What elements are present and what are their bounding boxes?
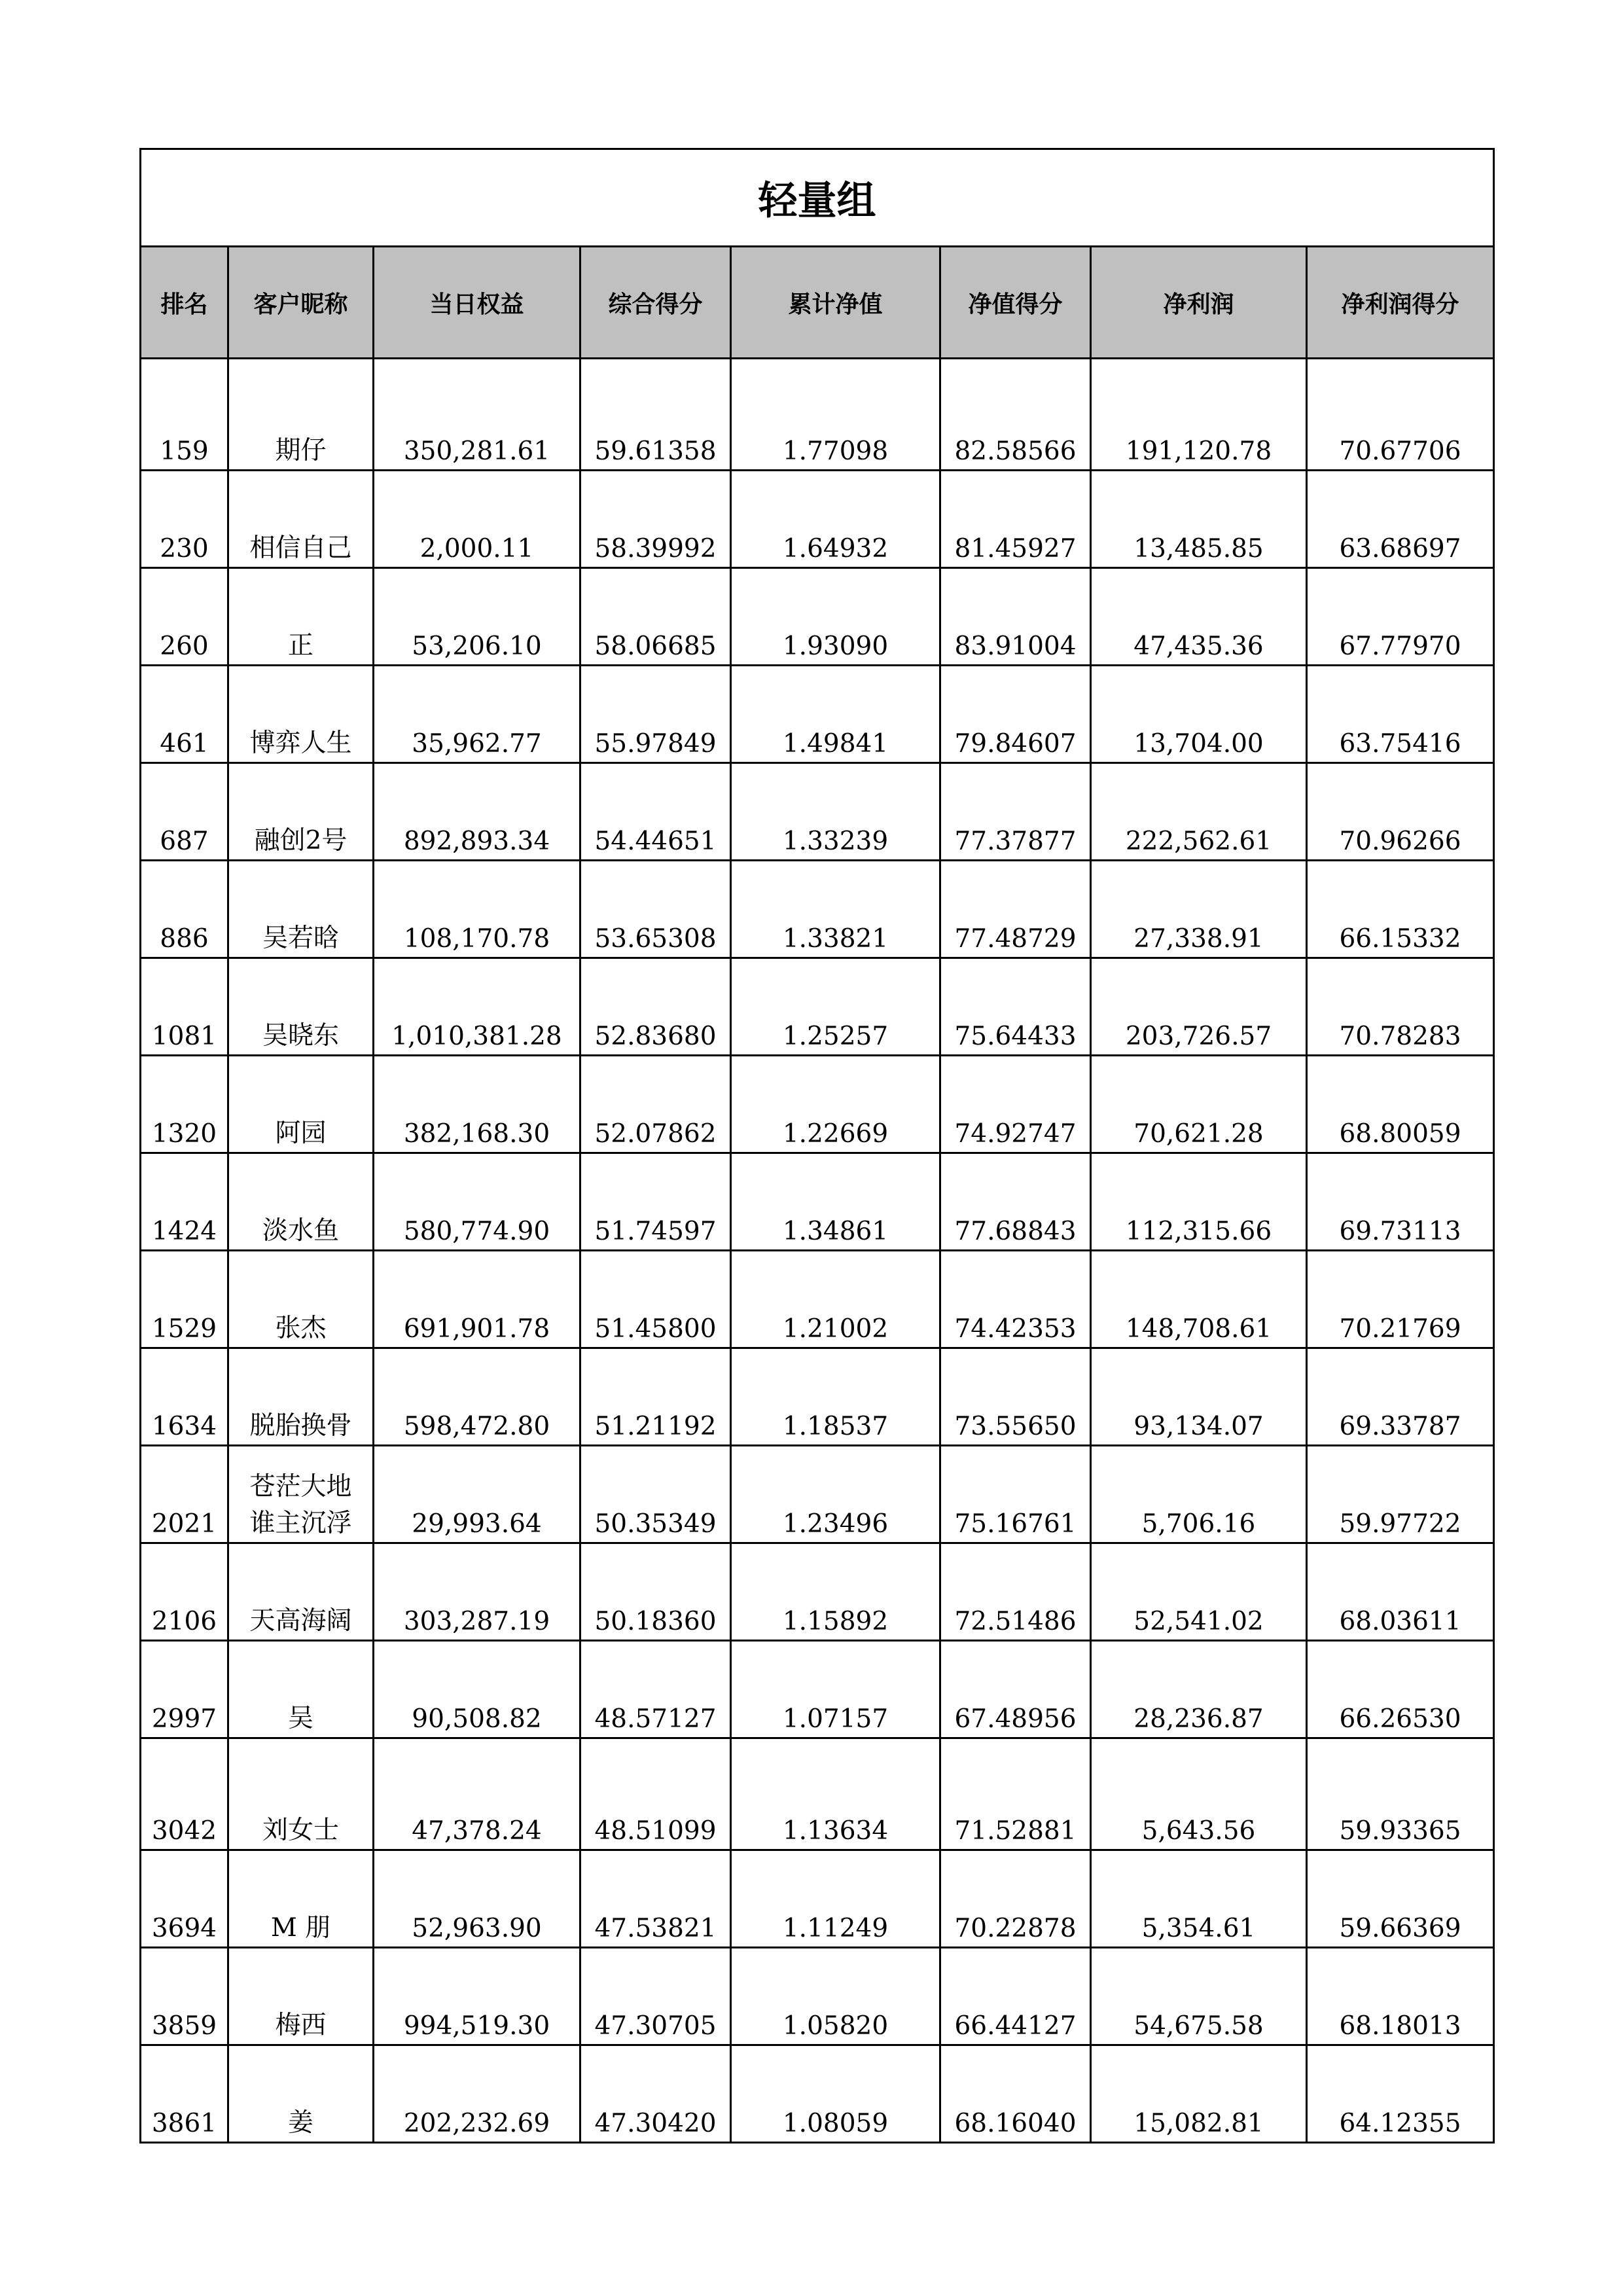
nickname-line: 梅西 xyxy=(275,2011,327,2040)
equity-cell: 35,962.77 xyxy=(374,666,580,763)
total-score-cell: 54.44651 xyxy=(580,763,731,861)
nickname-cell xyxy=(228,1738,374,1850)
nav-score-cell: 82.58566 xyxy=(940,359,1091,471)
net-profit-cell: 13,485.85 xyxy=(1091,471,1307,568)
rank-cell: 230 xyxy=(141,471,228,568)
table-row xyxy=(141,359,1494,471)
nav-score-cell: 74.92747 xyxy=(940,1056,1091,1153)
nav-score-cell: 68.16040 xyxy=(940,2045,1091,2143)
nickname-line: 吴晓东 xyxy=(262,1021,339,1050)
rank-cell: 687 xyxy=(141,763,228,861)
total-score-cell: 52.83680 xyxy=(580,958,731,1056)
nav-score-cell: 67.48956 xyxy=(940,1641,1091,1738)
net-profit-score-cell: 59.66369 xyxy=(1307,1850,1494,1948)
rank-cell: 886 xyxy=(141,861,228,958)
equity-cell: 90,508.82 xyxy=(374,1641,580,1738)
nav-score-cell: 79.84607 xyxy=(940,666,1091,763)
equity-cell: 47,378.24 xyxy=(374,1738,580,1850)
equity-cell: 350,281.61 xyxy=(374,359,580,471)
nickname-line: 张杰 xyxy=(275,1314,327,1343)
nickname-line: 正 xyxy=(287,631,313,660)
nickname-cell xyxy=(228,1641,374,1738)
total-score-cell: 51.45800 xyxy=(580,1251,731,1348)
nav-score-cell: 72.51486 xyxy=(940,1543,1091,1641)
net-profit-cell: 112,315.66 xyxy=(1091,1153,1307,1251)
cumulative-nav-cell: 1.33239 xyxy=(731,763,940,861)
cumulative-nav-cell: 1.13634 xyxy=(731,1738,940,1850)
cumulative-nav-cell: 1.93090 xyxy=(731,568,940,666)
net-profit-cell: 70,621.28 xyxy=(1091,1056,1307,1153)
rank-cell: 159 xyxy=(141,359,228,471)
nav-score-cell: 73.55650 xyxy=(940,1348,1091,1446)
nickname-line: 期仔 xyxy=(275,436,327,465)
cumulative-nav-cell: 1.21002 xyxy=(731,1251,940,1348)
table-row xyxy=(141,568,1494,666)
total-score-cell: 55.97849 xyxy=(580,666,731,763)
cumulative-nav-cell: 1.25257 xyxy=(731,958,940,1056)
net-profit-cell: 5,354.61 xyxy=(1091,1850,1307,1948)
total-score-cell: 50.18360 xyxy=(580,1543,731,1641)
total-score-cell: 58.06685 xyxy=(580,568,731,666)
nickname-line: 吴 xyxy=(287,1704,313,1733)
nickname-cell xyxy=(228,861,374,958)
nav-score-cell: 70.22878 xyxy=(940,1850,1091,1948)
net-profit-score-cell: 70.78283 xyxy=(1307,958,1494,1056)
table-row xyxy=(141,1251,1494,1348)
net-profit-score-cell: 68.80059 xyxy=(1307,1056,1494,1153)
nickname-cell xyxy=(228,958,374,1056)
nickname-cell xyxy=(228,1348,374,1446)
nickname-cell xyxy=(228,666,374,763)
equity-cell: 580,774.90 xyxy=(374,1153,580,1251)
nav-score-cell: 66.44127 xyxy=(940,1948,1091,2045)
net-profit-cell: 5,706.16 xyxy=(1091,1446,1307,1543)
equity-cell: 598,472.80 xyxy=(374,1348,580,1446)
rank-cell: 1320 xyxy=(141,1056,228,1153)
table-row xyxy=(141,1056,1494,1153)
net-profit-cell: 13,704.00 xyxy=(1091,666,1307,763)
rank-cell: 3861 xyxy=(141,2045,228,2143)
nickname-cell xyxy=(228,1446,374,1543)
table-row xyxy=(141,861,1494,958)
header-rank: 排名 xyxy=(141,247,228,359)
nav-score-cell: 75.64433 xyxy=(940,958,1091,1056)
table-row xyxy=(141,958,1494,1056)
nickname-line: 融创2号 xyxy=(254,826,348,855)
net-profit-score-cell: 69.73113 xyxy=(1307,1153,1494,1251)
rank-cell: 1529 xyxy=(141,1251,228,1348)
net-profit-cell: 148,708.61 xyxy=(1091,1251,1307,1348)
nickname-line: M 朋 xyxy=(270,1913,331,1943)
table-title: 轻量组 xyxy=(141,149,1494,247)
nickname-line: 淡水鱼 xyxy=(262,1216,339,1246)
cumulative-nav-cell: 1.49841 xyxy=(731,666,940,763)
rank-cell: 2997 xyxy=(141,1641,228,1738)
cumulative-nav-cell: 1.15892 xyxy=(731,1543,940,1641)
equity-cell: 892,893.34 xyxy=(374,763,580,861)
cumulative-nav-cell: 1.77098 xyxy=(731,359,940,471)
rank-cell: 1634 xyxy=(141,1348,228,1446)
nickname-line: 刘女士 xyxy=(262,1816,339,1845)
total-score-cell: 47.53821 xyxy=(580,1850,731,1948)
table-row xyxy=(141,1446,1494,1543)
table-row xyxy=(141,1850,1494,1948)
nickname-cell xyxy=(228,1850,374,1948)
net-profit-score-cell: 59.97722 xyxy=(1307,1446,1494,1543)
net-profit-score-cell: 66.26530 xyxy=(1307,1641,1494,1738)
equity-cell: 52,963.90 xyxy=(374,1850,580,1948)
nav-score-cell: 75.16761 xyxy=(940,1446,1091,1543)
table-row xyxy=(141,1948,1494,2045)
total-score-cell: 53.65308 xyxy=(580,861,731,958)
cumulative-nav-cell: 1.23496 xyxy=(731,1446,940,1543)
cumulative-nav-cell: 1.33821 xyxy=(731,861,940,958)
net-profit-cell: 222,562.61 xyxy=(1091,763,1307,861)
nickname-cell xyxy=(228,1543,374,1641)
net-profit-cell: 191,120.78 xyxy=(1091,359,1307,471)
table-row xyxy=(141,763,1494,861)
net-profit-cell: 52,541.02 xyxy=(1091,1543,1307,1641)
net-profit-cell: 15,082.81 xyxy=(1091,2045,1307,2143)
rank-cell: 1081 xyxy=(141,958,228,1056)
header-nickname: 客户昵称 xyxy=(228,247,374,359)
header-row xyxy=(141,247,1494,359)
net-profit-score-cell: 66.15332 xyxy=(1307,861,1494,958)
total-score-cell: 47.30705 xyxy=(580,1948,731,2045)
header-net-profit: 净利润 xyxy=(1091,247,1307,359)
nickname-cell xyxy=(228,1251,374,1348)
net-profit-cell: 47,435.36 xyxy=(1091,568,1307,666)
header-cumulative-nav: 累计净值 xyxy=(731,247,940,359)
nickname-line: 姜 xyxy=(287,2108,313,2138)
total-score-cell: 52.07862 xyxy=(580,1056,731,1153)
nickname-cell xyxy=(228,568,374,666)
net-profit-score-cell: 64.12355 xyxy=(1307,2045,1494,2143)
nav-score-cell: 81.45927 xyxy=(940,471,1091,568)
cumulative-nav-cell: 1.18537 xyxy=(731,1348,940,1446)
net-profit-score-cell: 70.96266 xyxy=(1307,763,1494,861)
total-score-cell: 48.51099 xyxy=(580,1738,731,1850)
nickname-cell xyxy=(228,1948,374,2045)
table-body xyxy=(141,359,1494,2143)
net-profit-score-cell: 68.03611 xyxy=(1307,1543,1494,1641)
ranking-table xyxy=(139,148,1495,2144)
equity-cell: 202,232.69 xyxy=(374,2045,580,2143)
nickname-cell xyxy=(228,2045,374,2143)
table-row xyxy=(141,471,1494,568)
total-score-cell: 48.57127 xyxy=(580,1641,731,1738)
nickname-line: 阿园 xyxy=(275,1119,327,1148)
net-profit-cell: 93,134.07 xyxy=(1091,1348,1307,1446)
nickname-cell xyxy=(228,359,374,471)
equity-cell: 53,206.10 xyxy=(374,568,580,666)
nav-score-cell: 77.37877 xyxy=(940,763,1091,861)
total-score-cell: 50.35349 xyxy=(580,1446,731,1543)
equity-cell: 382,168.30 xyxy=(374,1056,580,1153)
table-row xyxy=(141,1153,1494,1251)
net-profit-score-cell: 63.68697 xyxy=(1307,471,1494,568)
total-score-cell: 58.39992 xyxy=(580,471,731,568)
net-profit-cell: 54,675.58 xyxy=(1091,1948,1307,2045)
equity-cell: 29,993.64 xyxy=(374,1446,580,1543)
net-profit-score-cell: 68.18013 xyxy=(1307,1948,1494,2045)
nickname-line: 脱胎换骨 xyxy=(249,1411,352,1441)
table-row xyxy=(141,1348,1494,1446)
rank-cell: 2021 xyxy=(141,1446,228,1543)
rank-cell: 260 xyxy=(141,568,228,666)
header-equity: 当日权益 xyxy=(374,247,580,359)
nickname-line: 苍茫大地 xyxy=(249,1472,352,1501)
header-total-score: 综合得分 xyxy=(580,247,731,359)
table-row xyxy=(141,666,1494,763)
net-profit-score-cell: 67.77970 xyxy=(1307,568,1494,666)
total-score-cell: 59.61358 xyxy=(580,359,731,471)
cumulative-nav-cell: 1.34861 xyxy=(731,1153,940,1251)
equity-cell: 303,287.19 xyxy=(374,1543,580,1641)
title-row xyxy=(141,149,1494,247)
table-row xyxy=(141,1641,1494,1738)
cumulative-nav-cell: 1.11249 xyxy=(731,1850,940,1948)
nickname-line: 相信自己 xyxy=(249,533,352,563)
header-nav-score: 净值得分 xyxy=(940,247,1091,359)
table-row xyxy=(141,1738,1494,1850)
nickname-line: 天高海阔 xyxy=(249,1606,352,1636)
equity-cell: 108,170.78 xyxy=(374,861,580,958)
nickname-line: 吴若晗 xyxy=(262,924,339,953)
equity-cell: 1,010,381.28 xyxy=(374,958,580,1056)
net-profit-cell: 28,236.87 xyxy=(1091,1641,1307,1738)
header-net-profit-score: 净利润得分 xyxy=(1307,247,1494,359)
equity-cell: 691,901.78 xyxy=(374,1251,580,1348)
total-score-cell: 51.74597 xyxy=(580,1153,731,1251)
nav-score-cell: 71.52881 xyxy=(940,1738,1091,1850)
net-profit-score-cell: 69.33787 xyxy=(1307,1348,1494,1446)
rank-cell: 3859 xyxy=(141,1948,228,2045)
equity-cell: 994,519.30 xyxy=(374,1948,580,2045)
cumulative-nav-cell: 1.05820 xyxy=(731,1948,940,2045)
rank-cell: 1424 xyxy=(141,1153,228,1251)
net-profit-cell: 5,643.56 xyxy=(1091,1738,1307,1850)
net-profit-cell: 27,338.91 xyxy=(1091,861,1307,958)
nickname-cell xyxy=(228,1056,374,1153)
rank-cell: 3042 xyxy=(141,1738,228,1850)
rank-cell: 2106 xyxy=(141,1543,228,1641)
net-profit-score-cell: 70.21769 xyxy=(1307,1251,1494,1348)
nav-score-cell: 77.48729 xyxy=(940,861,1091,958)
equity-cell: 2,000.11 xyxy=(374,471,580,568)
nickname-cell xyxy=(228,763,374,861)
nav-score-cell: 74.42353 xyxy=(940,1251,1091,1348)
net-profit-cell: 203,726.57 xyxy=(1091,958,1307,1056)
cumulative-nav-cell: 1.64932 xyxy=(731,471,940,568)
table-row xyxy=(141,1543,1494,1641)
nickname-cell xyxy=(228,471,374,568)
net-profit-score-cell: 70.67706 xyxy=(1307,359,1494,471)
nav-score-cell: 83.91004 xyxy=(940,568,1091,666)
nickname-cell xyxy=(228,1153,374,1251)
nickname-line: 博弈人生 xyxy=(249,728,352,758)
cumulative-nav-cell: 1.08059 xyxy=(731,2045,940,2143)
total-score-cell: 51.21192 xyxy=(580,1348,731,1446)
total-score-cell: 47.30420 xyxy=(580,2045,731,2143)
cumulative-nav-cell: 1.07157 xyxy=(731,1641,940,1738)
rank-cell: 3694 xyxy=(141,1850,228,1948)
net-profit-score-cell: 63.75416 xyxy=(1307,666,1494,763)
nav-score-cell: 77.68843 xyxy=(940,1153,1091,1251)
table-row xyxy=(141,2045,1494,2143)
net-profit-score-cell: 59.93365 xyxy=(1307,1738,1494,1850)
cumulative-nav-cell: 1.22669 xyxy=(731,1056,940,1153)
rank-cell: 461 xyxy=(141,666,228,763)
nickname-line: 谁主沉浮 xyxy=(249,1509,352,1538)
